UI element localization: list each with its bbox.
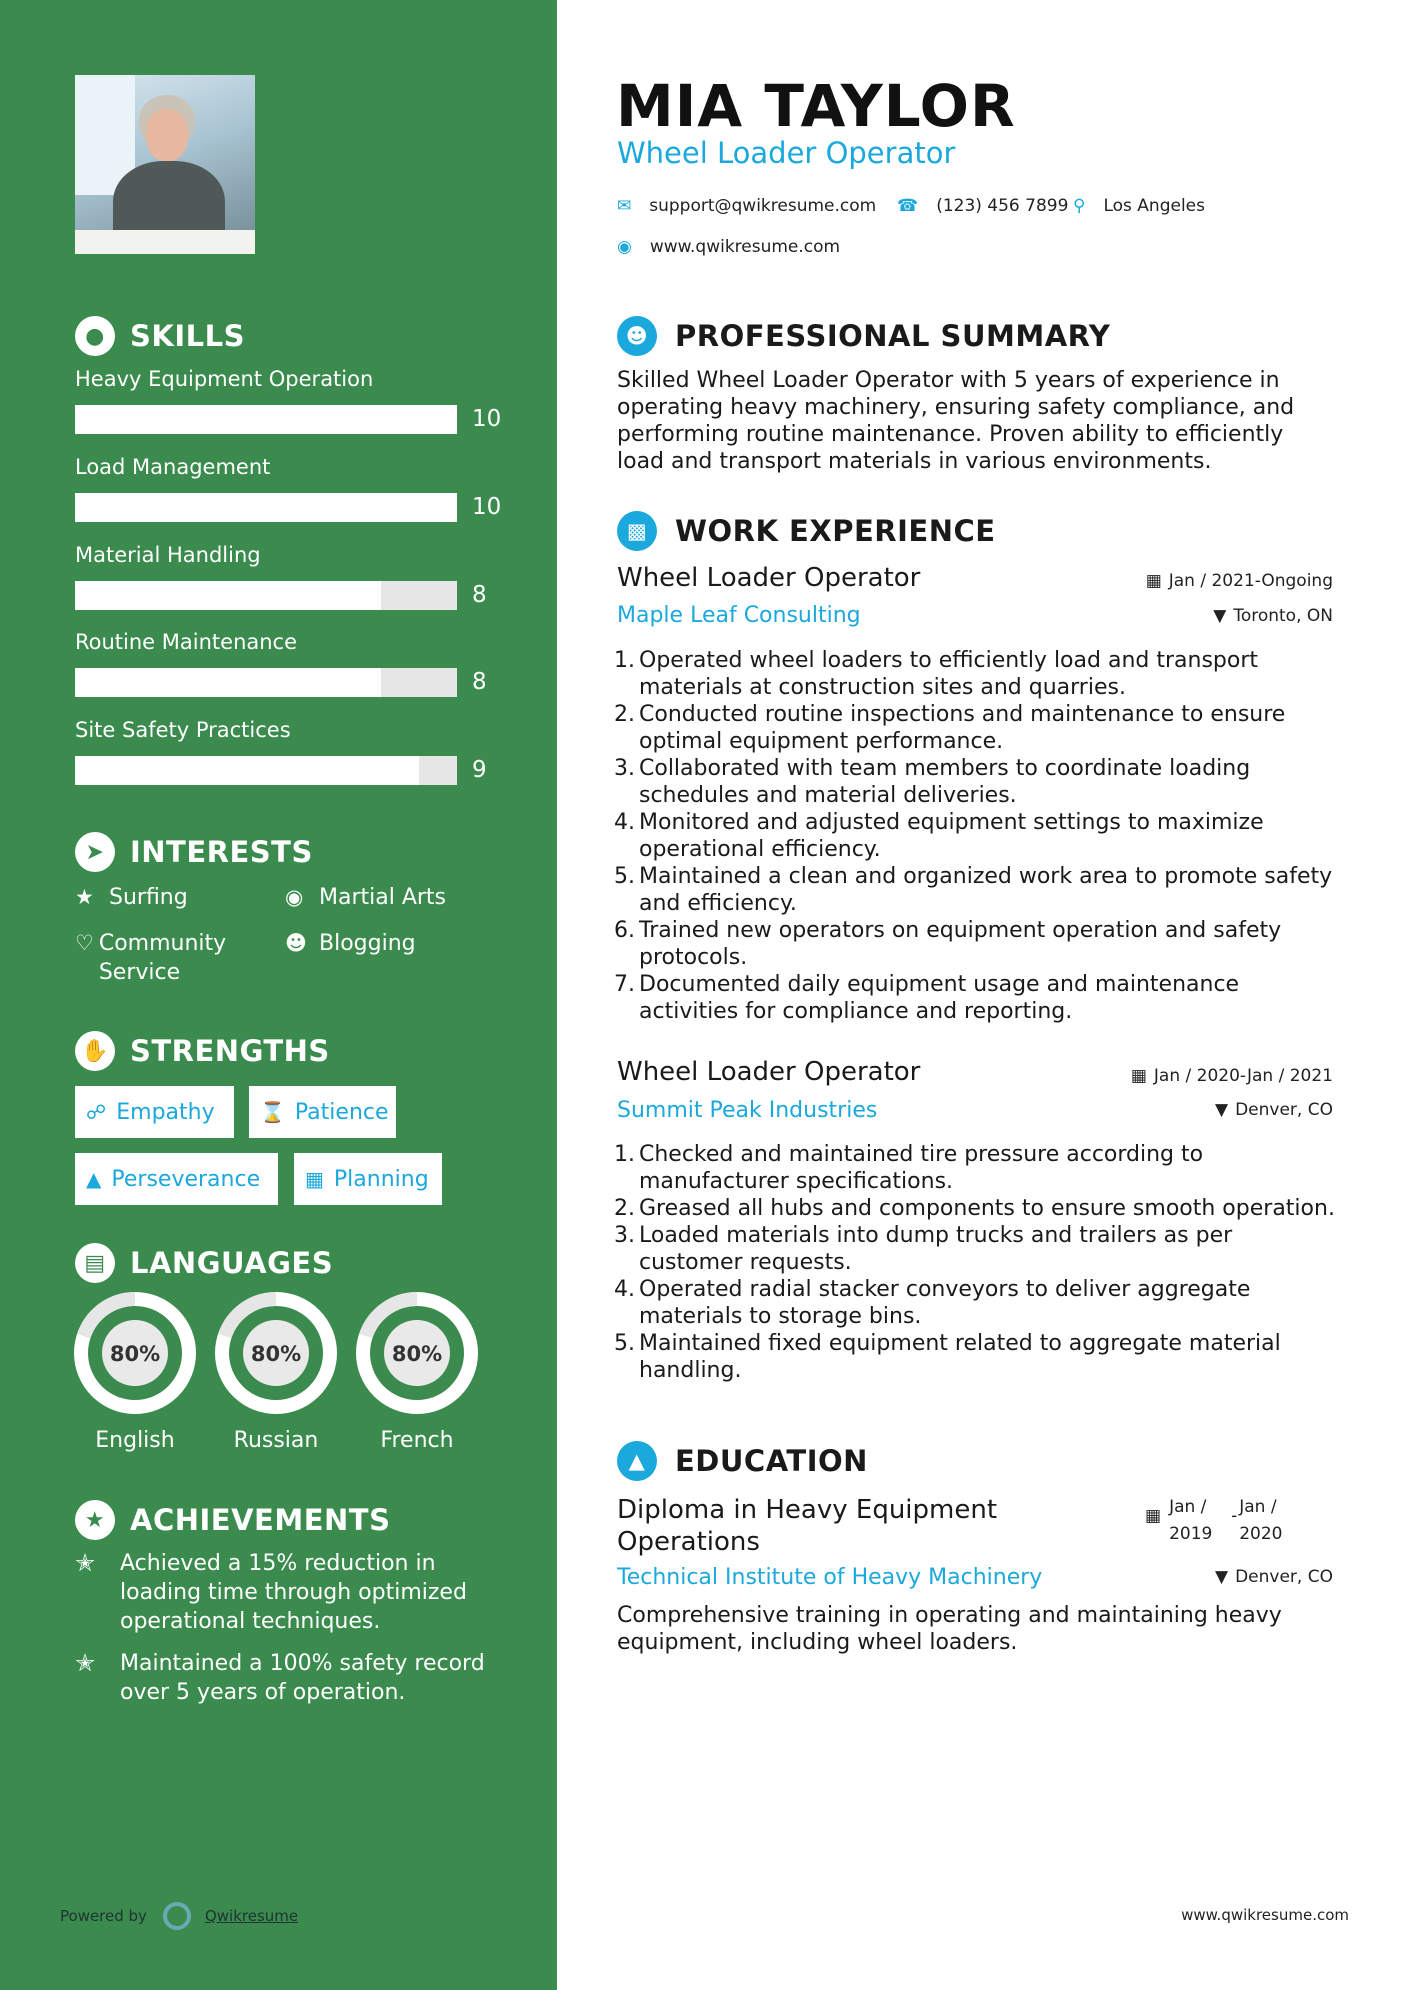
job-dates bbox=[1131, 1066, 1333, 1086]
job-title: Wheel Loader Operator bbox=[617, 1057, 921, 1087]
interests-heading-text: INTERESTS bbox=[130, 835, 313, 869]
strength-label: Perseverance bbox=[111, 1166, 261, 1192]
achievement-text: Maintained a 100% safety record over 5 years of operation. bbox=[120, 1651, 485, 1705]
school-name: Technical Institute of Heavy Machinery bbox=[617, 1565, 1043, 1590]
duty-text: Monitored and adjusted equipment settings to maximize operational efficiency. bbox=[639, 810, 1264, 862]
education-end: Jan / 2020 bbox=[1239, 1497, 1283, 1544]
education-start: Jan / 2019 bbox=[1169, 1497, 1213, 1544]
interests-heading bbox=[75, 832, 313, 872]
hourglass-icon: ⌛ bbox=[260, 1100, 285, 1124]
skill-value: 9 bbox=[472, 757, 487, 783]
skill-value: 10 bbox=[472, 494, 502, 520]
qwikresume-logo-icon bbox=[163, 1902, 191, 1930]
brand-link[interactable]: Qwikresume bbox=[204, 1907, 299, 1925]
strength-chip bbox=[294, 1153, 442, 1205]
summary-heading-text: PROFESSIONAL SUMMARY bbox=[675, 319, 1111, 353]
achievements-heading bbox=[75, 1500, 390, 1540]
language-percent: 80% bbox=[391, 1342, 443, 1366]
interest-label: Community Service bbox=[98, 931, 227, 985]
shooting-star-icon: ✭ bbox=[75, 1649, 96, 1677]
skill-label: Material Handling bbox=[75, 543, 261, 567]
duty-text: Collaborated with team members to coordinate loading schedules and material deliveries. bbox=[639, 756, 1251, 808]
skill-bar bbox=[75, 668, 457, 697]
contact-website bbox=[617, 237, 840, 257]
strength-label: Planning bbox=[333, 1166, 429, 1192]
location-text: Los Angeles bbox=[1103, 196, 1205, 216]
interest-item bbox=[75, 929, 250, 987]
phone-icon: ☎ bbox=[897, 196, 919, 216]
contact-email bbox=[617, 196, 876, 216]
education-location bbox=[1215, 1567, 1333, 1587]
list-item: 1. Checked and maintained tire pressure according to manufacturer specifications. bbox=[608, 1141, 1338, 1195]
achievement-item bbox=[75, 1549, 495, 1636]
globe-icon: ◉ bbox=[285, 885, 304, 909]
achievement-item bbox=[75, 1649, 495, 1707]
skill-value: 10 bbox=[472, 406, 502, 432]
list-item: 6. Trained new operators on equipment operation and safety protocols. bbox=[608, 917, 1338, 971]
email-text[interactable]: support@qwikresume.com bbox=[649, 196, 877, 216]
education-heading-text: EDUCATION bbox=[675, 1444, 868, 1478]
skill-bar-fill bbox=[75, 581, 381, 610]
strength-chip bbox=[75, 1086, 234, 1138]
pushpin-icon: ▼ bbox=[1213, 606, 1227, 626]
language-card-icon: ▤ bbox=[75, 1243, 115, 1283]
interest-label: Blogging bbox=[319, 931, 416, 956]
pushpin-icon: ▼ bbox=[1215, 1567, 1229, 1587]
job-title: Wheel Loader Operator bbox=[617, 563, 921, 593]
strengths-heading-text: STRENGTHS bbox=[130, 1034, 330, 1068]
skill-bar-fill bbox=[75, 493, 457, 522]
job-duties-list bbox=[608, 1141, 1338, 1384]
powered-by bbox=[60, 1902, 298, 1930]
skill-value: 8 bbox=[472, 582, 487, 608]
skill-bar-fill bbox=[75, 668, 381, 697]
users-icon: ☻ bbox=[285, 931, 307, 955]
education-location-text: Denver, CO bbox=[1235, 1567, 1333, 1587]
calendar-icon: ▦ bbox=[305, 1167, 324, 1191]
company-name: Summit Peak Industries bbox=[617, 1098, 878, 1123]
list-item: 4. Monitored and adjusted equipment settings to maximize operational efficiency. bbox=[608, 809, 1338, 863]
phone-text: (123) 456 7899 bbox=[936, 196, 1069, 216]
duty-text: Operated wheel loaders to efficiently load and transport materials at construction sites and quarries. bbox=[639, 648, 1258, 700]
job-title-headline: Wheel Loader Operator bbox=[617, 136, 956, 170]
strengths-heading bbox=[75, 1031, 330, 1071]
star-badge-icon: ★ bbox=[75, 1500, 115, 1540]
duty-text: Conducted routine inspections and maintenance to ensure optimal equipment performance. bbox=[639, 702, 1286, 754]
skill-label: Site Safety Practices bbox=[75, 718, 291, 742]
interest-item bbox=[75, 883, 265, 912]
pushpin-icon: ▼ bbox=[1215, 1100, 1229, 1120]
language-label: French bbox=[380, 1428, 454, 1453]
skill-bar bbox=[75, 756, 457, 785]
skills-heading-text: SKILLS bbox=[130, 319, 245, 353]
language-label: Russian bbox=[233, 1428, 319, 1453]
calendar-icon: ▦ bbox=[1145, 1506, 1162, 1526]
language-percent: 80% bbox=[109, 1342, 161, 1366]
list-item: 5. Maintained a clean and organized work area to promote safety and efficiency. bbox=[608, 863, 1338, 917]
skill-label: Routine Maintenance bbox=[75, 630, 298, 654]
languages-heading bbox=[75, 1243, 333, 1283]
education-dates: ▦ Jan / 2019 - Jan / 2020 bbox=[1145, 1494, 1287, 1548]
calendar-icon: ▦ bbox=[1130, 1066, 1147, 1086]
interest-item bbox=[285, 929, 505, 958]
skill-value: 8 bbox=[472, 669, 487, 695]
calendar-icon: ▦ bbox=[1145, 571, 1162, 591]
handshake-icon: ☍ bbox=[86, 1100, 107, 1124]
language-ring bbox=[355, 1291, 479, 1415]
experience-heading bbox=[617, 511, 996, 551]
summary-heading bbox=[617, 316, 1110, 356]
powered-by-text: Powered by bbox=[60, 1907, 147, 1925]
graduate-icon: ▲ bbox=[617, 1441, 657, 1481]
duty-text: Trained new operators on equipment operation and safety protocols. bbox=[639, 918, 1282, 970]
map-pin-icon: ⚲ bbox=[1073, 196, 1086, 216]
shooting-star-icon: ✭ bbox=[75, 1549, 96, 1577]
globe-icon: ◉ bbox=[617, 237, 632, 257]
candidate-name: MIA TAYLOR bbox=[616, 72, 1016, 140]
interest-label: Martial Arts bbox=[319, 885, 447, 910]
contact-location bbox=[1073, 196, 1205, 216]
footer-url[interactable]: www.qwikresume.com bbox=[1181, 1906, 1349, 1924]
degree-title: Diploma in Heavy Equipment Operations bbox=[617, 1495, 998, 1557]
skill-bar bbox=[75, 493, 457, 522]
job-dates-text: Jan / 2020-Jan / 2021 bbox=[1153, 1066, 1333, 1086]
education-description: Comprehensive training in operating and maintaining heavy equipment, including wheel loaders. bbox=[617, 1603, 1282, 1655]
language-ring bbox=[214, 1291, 338, 1415]
contact-phone bbox=[897, 196, 1068, 216]
list-item: 3. Loaded materials into dump trucks and trailers as per customer requests. bbox=[608, 1222, 1338, 1276]
star-icon: ★ bbox=[75, 885, 94, 909]
list-item: 2. Greased all hubs and components to ensure smooth operation. bbox=[614, 1196, 1335, 1221]
skills-heading bbox=[75, 316, 245, 356]
interest-item bbox=[285, 883, 505, 912]
skill-label: Load Management bbox=[75, 455, 271, 479]
job-dates-text: Jan / 2021-Ongoing bbox=[1168, 571, 1333, 591]
paper-plane-icon: ➤ bbox=[75, 832, 115, 872]
envelope-icon: ✉ bbox=[617, 196, 632, 216]
office-chair-icon: ▩ bbox=[617, 511, 657, 551]
user-icon: ☻ bbox=[617, 316, 657, 356]
list-item: 5. Maintained fixed equipment related to aggregate material handling. bbox=[608, 1330, 1338, 1384]
duty-text: Loaded materials into dump trucks and trailers as per customer requests. bbox=[639, 1223, 1233, 1275]
strength-label: Patience bbox=[294, 1099, 389, 1125]
achievement-text: Achieved a 15% reduction in loading time through optimized operational techniques. bbox=[120, 1551, 467, 1634]
skill-bar bbox=[75, 581, 457, 610]
lightbulb-icon: ● bbox=[75, 316, 115, 356]
job-location-text: Toronto, ON bbox=[1233, 606, 1333, 626]
duty-text: Maintained fixed equipment related to aggregate material handling. bbox=[639, 1331, 1281, 1383]
skill-bar-fill bbox=[75, 756, 419, 785]
language-label: English bbox=[95, 1428, 175, 1453]
hands-icon: ♡ bbox=[75, 931, 94, 955]
job-location-text: Denver, CO bbox=[1235, 1100, 1333, 1120]
profile-photo bbox=[75, 75, 255, 254]
list-item: 1. Operated wheel loaders to efficiently load and transport materials at construction sites and quarries. bbox=[608, 647, 1338, 701]
strength-label: Empathy bbox=[116, 1099, 215, 1125]
education-heading bbox=[617, 1441, 868, 1481]
job-location bbox=[1213, 606, 1333, 626]
language-percent: 80% bbox=[250, 1342, 302, 1366]
duty-text: Checked and maintained tire pressure according to manufacturer specifications. bbox=[639, 1142, 1204, 1194]
sidebar bbox=[0, 0, 557, 1990]
experience-heading-text: WORK EXPERIENCE bbox=[675, 514, 996, 548]
strength-chip bbox=[249, 1086, 396, 1138]
summary-text: Skilled Wheel Loader Operator with 5 years of experience in operating heavy machinery, ensuring safety compliance, and performing routine maintenance. Proven ability to efficiently load and transport materials in various environments. bbox=[617, 368, 1295, 474]
job-duties-list bbox=[608, 647, 1338, 1025]
list-item: 2. Conducted routine inspections and maintenance to ensure optimal equipment performance. bbox=[608, 701, 1338, 755]
strength-chip bbox=[75, 1153, 278, 1205]
achievements-heading-text: ACHIEVEMENTS bbox=[130, 1503, 391, 1537]
job-location bbox=[1215, 1100, 1333, 1120]
website-text[interactable]: www.qwikresume.com bbox=[649, 237, 841, 257]
duty-text: Operated radial stacker conveyors to deliver aggregate materials to storage bins. bbox=[639, 1277, 1251, 1329]
road-icon: ▲ bbox=[86, 1167, 102, 1191]
interest-label: Surfing bbox=[109, 885, 188, 910]
list-item: 3. Collaborated with team members to coordinate loading schedules and material deliveries. bbox=[608, 755, 1338, 809]
company-name: Maple Leaf Consulting bbox=[617, 603, 861, 628]
fist-icon: ✋ bbox=[75, 1031, 115, 1071]
skill-bar-fill bbox=[75, 405, 457, 434]
duty-text: Maintained a clean and organized work area to promote safety and efficiency. bbox=[639, 864, 1333, 916]
duty-text: Documented daily equipment usage and maintenance activities for compliance and reporting. bbox=[639, 972, 1240, 1024]
list-item: 4. Operated radial stacker conveyors to deliver aggregate materials to storage bins. bbox=[608, 1276, 1338, 1330]
language-ring bbox=[73, 1291, 197, 1415]
list-item: 7. Documented daily equipment usage and maintenance activities for compliance and reporting. bbox=[608, 971, 1338, 1025]
job-dates bbox=[1146, 571, 1333, 591]
skill-label: Heavy Equipment Operation bbox=[75, 367, 374, 391]
skill-bar bbox=[75, 405, 457, 434]
duty-text: Greased all hubs and components to ensure smooth operation. bbox=[639, 1196, 1335, 1221]
languages-heading-text: LANGUAGES bbox=[130, 1246, 334, 1280]
